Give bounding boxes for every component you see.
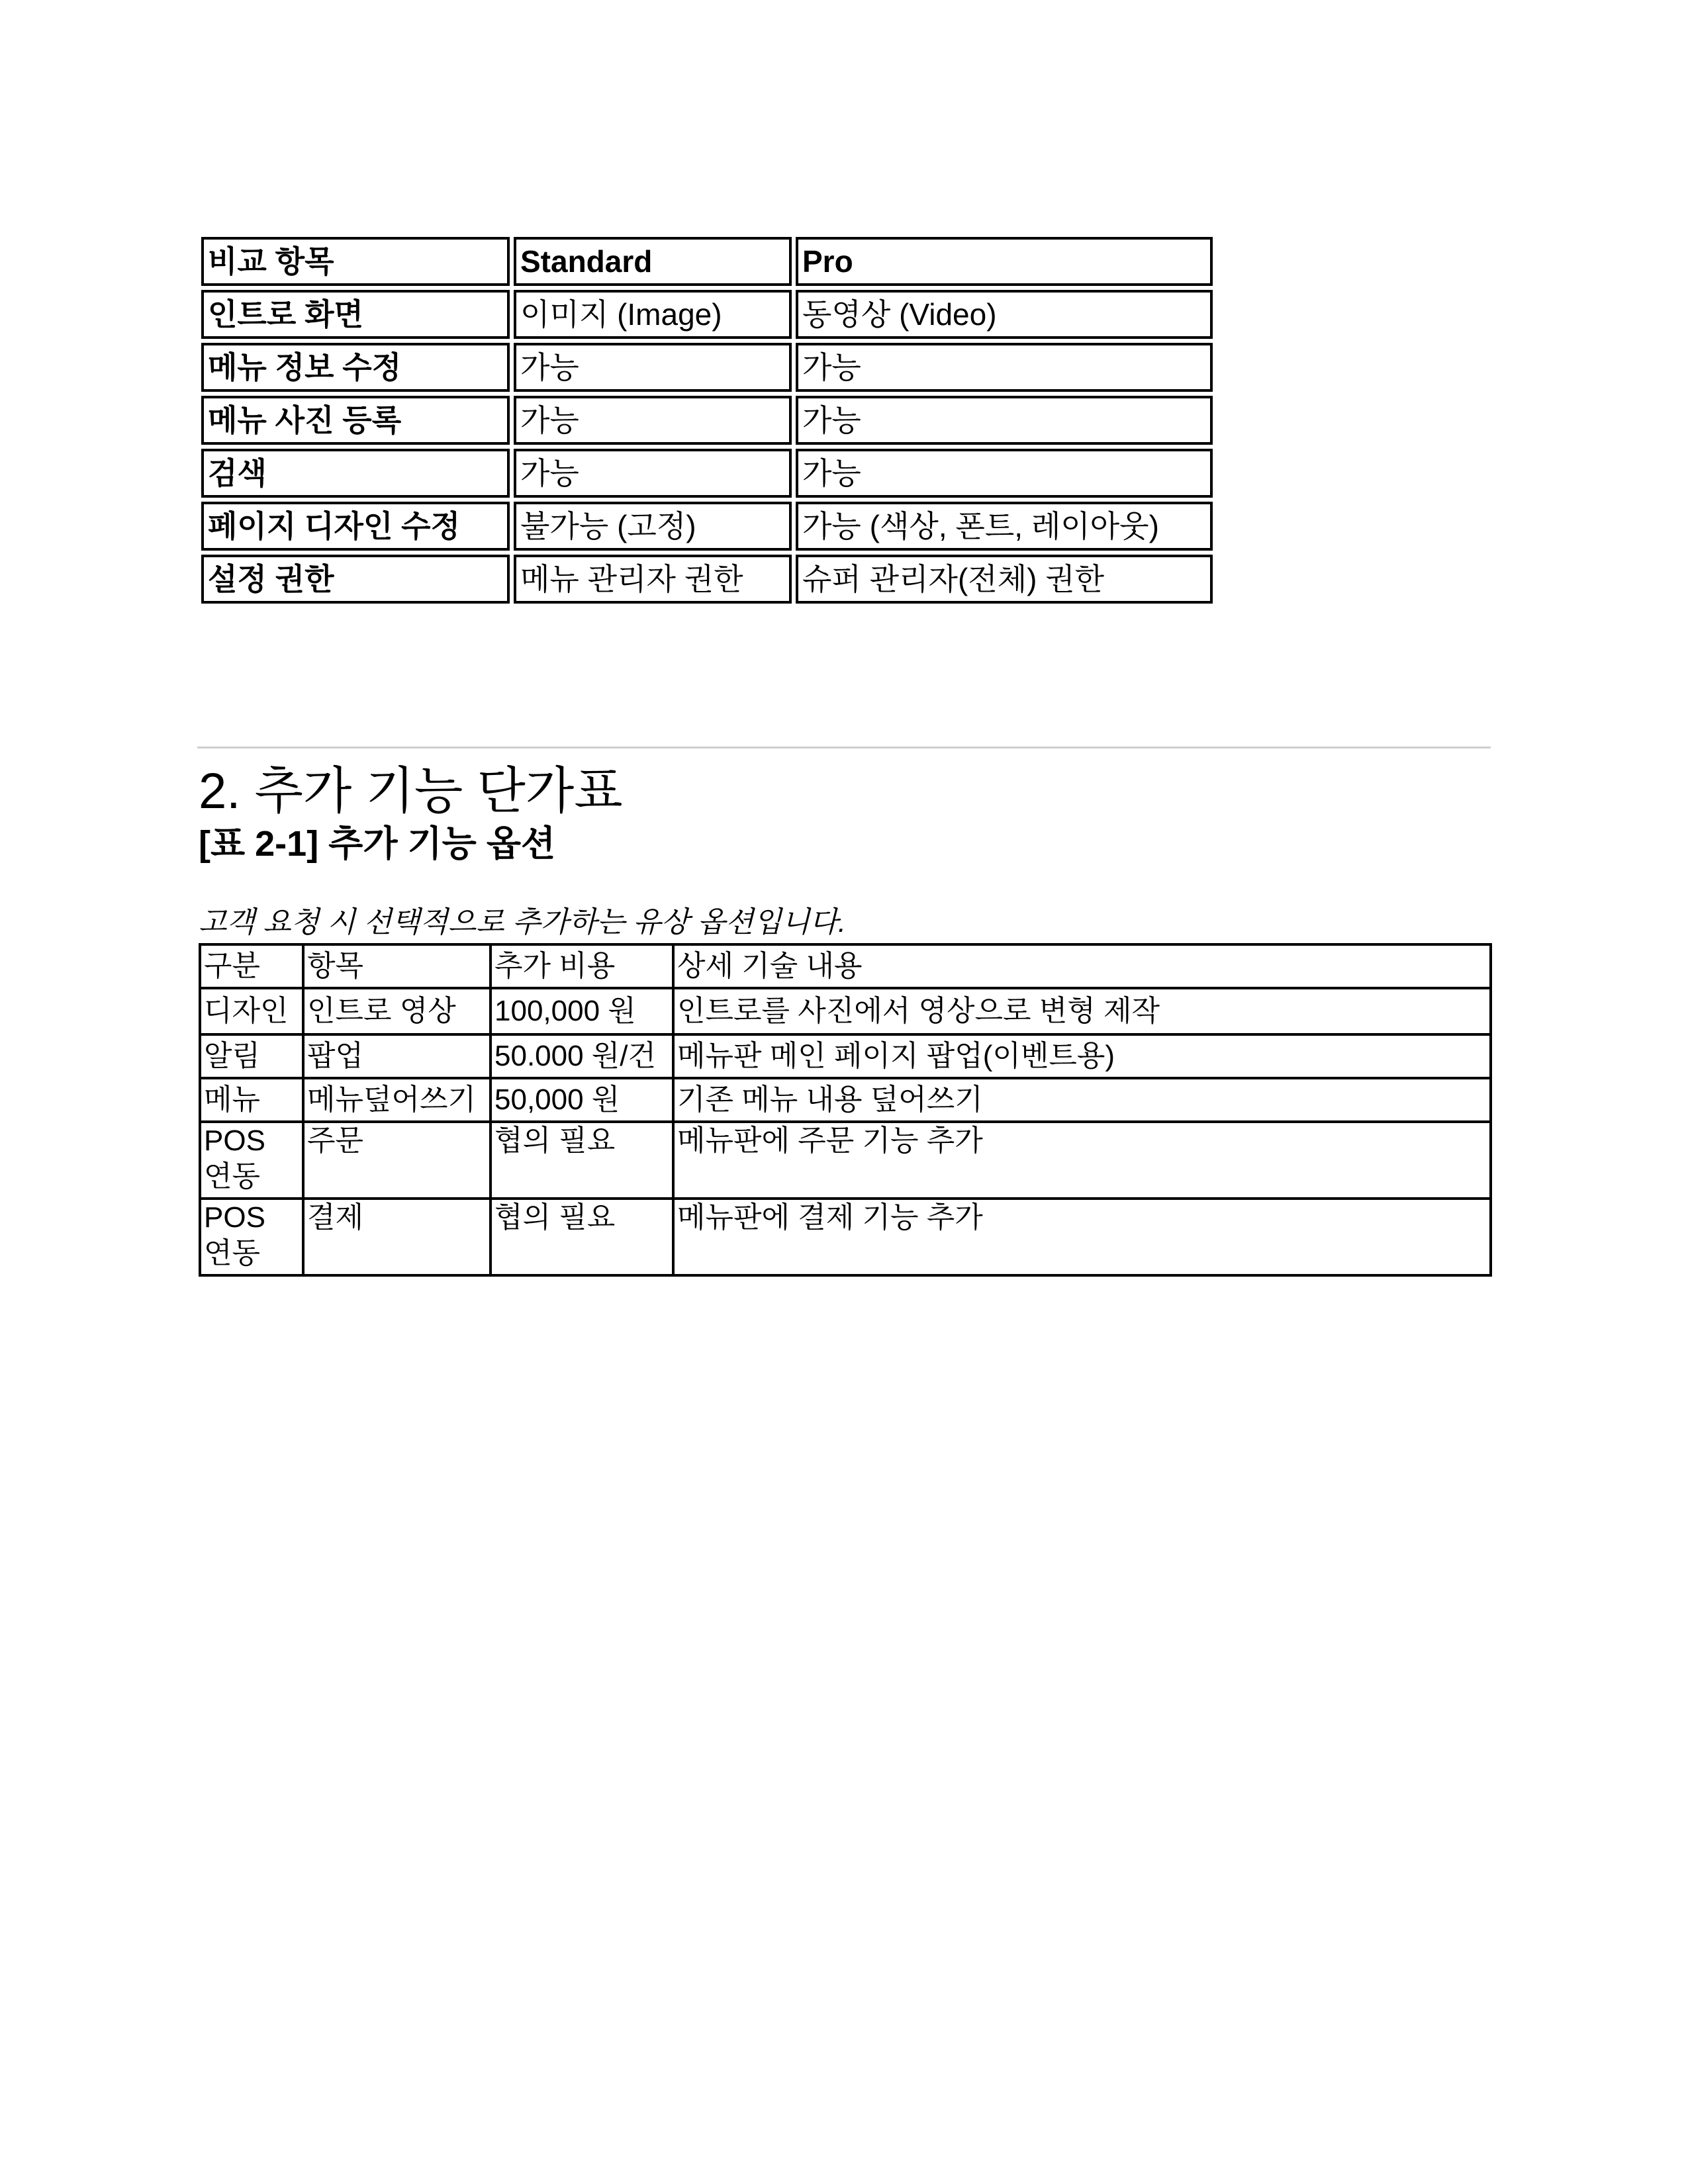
standard-cell: 메뉴 관리자 권한 [514, 555, 792, 604]
item-cell: 메뉴덮어쓰기 [303, 1078, 491, 1122]
section-title: 2. 추가 기능 단가표 [199, 763, 623, 819]
header-cell: Pro [796, 237, 1213, 286]
feature-cell: 페이지 디자인 수정 [201, 502, 510, 551]
category-cell: 메뉴 [200, 1078, 303, 1122]
table-header-row [201, 237, 1213, 286]
standard-cell: 가능 [514, 343, 792, 392]
description-cell: 기존 메뉴 내용 덮어쓰기 [673, 1078, 1491, 1122]
pro-cell: 가능 [796, 343, 1213, 392]
item-cell: 팝업 [303, 1034, 491, 1078]
pro-cell: 가능 [796, 449, 1213, 498]
table-header-row [200, 944, 1491, 988]
header-cell: 구분 [200, 944, 303, 988]
feature-cell: 메뉴 사진 등록 [201, 396, 510, 445]
cost-cell: 협의 필요 [491, 1122, 673, 1199]
description-cell: 메뉴판 메인 페이지 팝업(이벤트용) [673, 1034, 1491, 1078]
pro-cell: 슈퍼 관리자(전체) 권한 [796, 555, 1213, 604]
description-cell: 메뉴판에 결제 기능 추가 [673, 1199, 1491, 1275]
table-row [200, 1078, 1491, 1122]
feature-cell: 설정 권한 [201, 555, 510, 604]
table-row [200, 988, 1491, 1034]
standard-cell: 가능 [514, 396, 792, 445]
description-cell: 인트로를 사진에서 영상으로 변형 제작 [673, 988, 1491, 1034]
standard-cell: 불가능 (고정) [514, 502, 792, 551]
header-cell: 상세 기술 내용 [673, 944, 1491, 988]
cost-cell: 협의 필요 [491, 1199, 673, 1275]
item-cell: 결제 [303, 1199, 491, 1275]
standard-cell: 이미지 (Image) [514, 290, 792, 339]
plan-comparison-table [197, 233, 1217, 608]
table-caption: [표 2-1] 추가 기능 옵션 [199, 824, 556, 864]
header-cell: 비교 항목 [201, 237, 510, 286]
feature-cell: 인트로 화면 [201, 290, 510, 339]
standard-cell: 가능 [514, 449, 792, 498]
header-cell: 추가 비용 [491, 944, 673, 988]
pro-cell: 동영상 (Video) [796, 290, 1213, 339]
cost-cell: 50.000 원/건 [491, 1034, 673, 1078]
table-row [200, 1199, 1491, 1275]
category-cell: 디자인 [200, 988, 303, 1034]
horizontal-divider [197, 747, 1491, 749]
description-cell: 메뉴판에 주문 기능 추가 [673, 1122, 1491, 1199]
item-cell: 인트로 영상 [303, 988, 491, 1034]
table-note: 고객 요청 시 선택적으로 추가하는 유상 옵션입니다. [199, 906, 847, 938]
table-row [200, 1034, 1491, 1078]
cost-cell: 50,000 원 [491, 1078, 673, 1122]
table-row [201, 343, 1213, 392]
table-row [201, 502, 1213, 551]
options-pricing-table [199, 943, 1492, 1277]
table-row [201, 290, 1213, 339]
category-cell: POS 연동 [200, 1199, 303, 1275]
category-cell: 알림 [200, 1034, 303, 1078]
cost-cell: 100,000 원 [491, 988, 673, 1034]
category-cell: POS 연동 [200, 1122, 303, 1199]
pro-cell: 가능 (색상, 폰트, 레이아웃) [796, 502, 1213, 551]
pro-cell: 가능 [796, 396, 1213, 445]
item-cell: 주문 [303, 1122, 491, 1199]
table-row [201, 449, 1213, 498]
header-cell: 항목 [303, 944, 491, 988]
table-row [200, 1122, 1491, 1199]
feature-cell: 검색 [201, 449, 510, 498]
table-row [201, 555, 1213, 604]
feature-cell: 메뉴 정보 수정 [201, 343, 510, 392]
table-row [201, 396, 1213, 445]
header-cell: Standard [514, 237, 792, 286]
